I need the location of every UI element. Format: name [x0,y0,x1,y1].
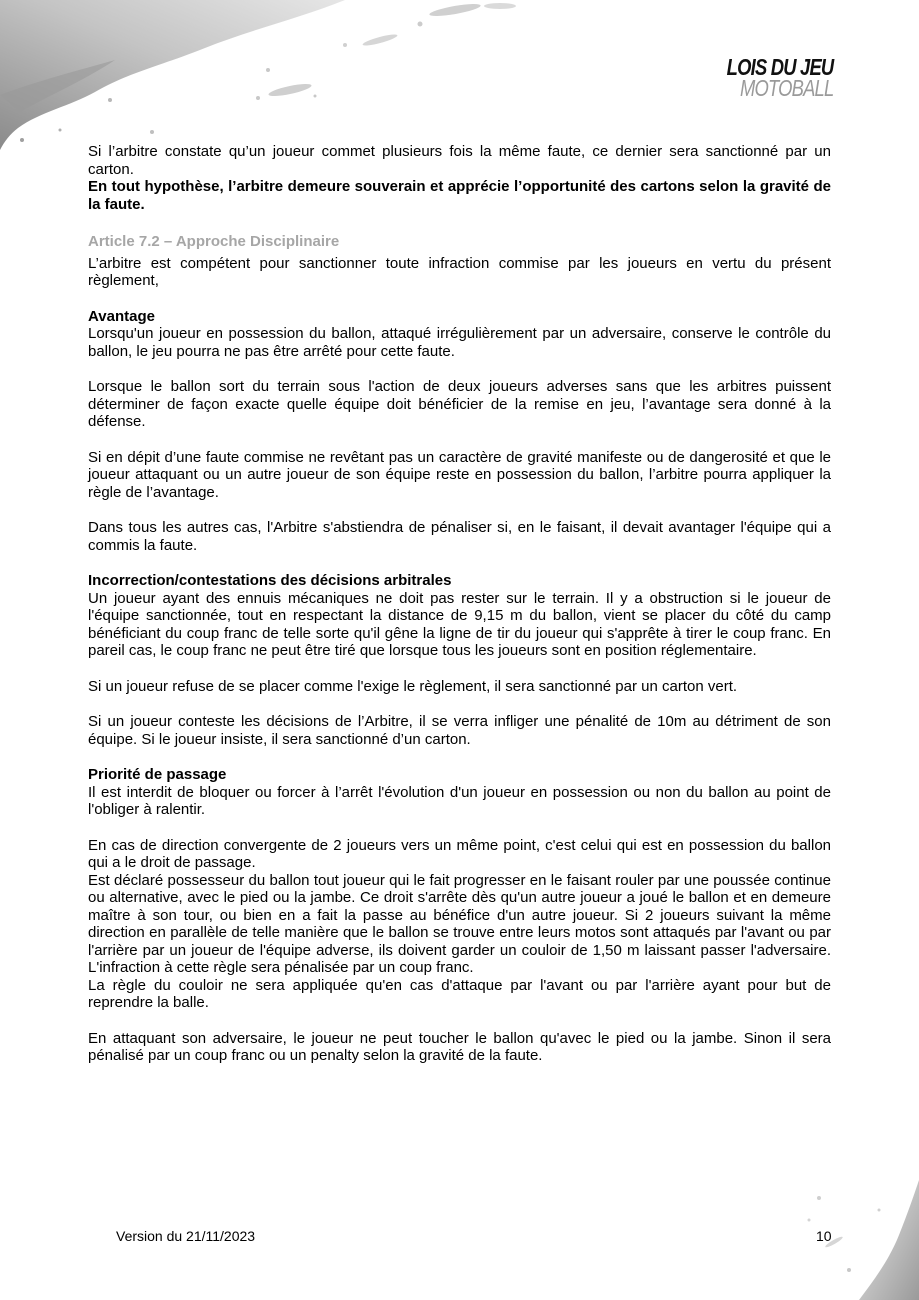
section-heading-avantage: Avantage [88,307,155,325]
paragraph: Lorsqu'un joueur en possession du ballon, attaqué irrégulièrement par un adversaire, conserve le contrôle du ballon, le jeu pourra ne pas être arrêté pour cette faute. [88,325,831,360]
paragraph: En cas de direction convergente de 2 joueurs vers un même point, c'est celui qui est en possession du ballon qui a le droit de passage. [88,836,831,871]
paragraph: Si en dépit d’une faute commise ne revêtant pas un caractère de gravité manifeste ou de dangerosité et que le joueur attaquant ou un autre joueur de son équipe reste en possession du ballon, l’arbitre pourra appliquer la règle de l’avantage. [88,448,831,501]
footer-version: Version du 21/11/2023 [116,1228,256,1244]
logo-subtitle: MOTOBALL [739,75,833,101]
paragraph: Est déclaré possesseur du ballon tout joueur qui le fait progresser en le faisant rouler par une poussée continue ou alternative, avec le pied ou la jambe. Ce droit s'arrête dès qu'un autre joueur a joué le ballon et en demeure maître à son tour, ou bien en a fait la passe au bénéfice d'un autre joueur. Si 2 joueurs suivant la même direction en parallèle de telle manière que le ballon se trouve entre leurs motos sont attaqués par l'avant ou par l'arrière par un joueur de l'équipe adverse, ils doivent garder un couloir de 1,50 m laissant passer l'adversaire. L'infraction à cette règle sera pénalisée par un coup franc. [88,871,831,976]
paragraph: Lorsque le ballon sort du terrain sous l'action de deux joueurs adverses sans que les arbitres puissent déterminer de façon exacte quelle équipe doit bénéficier de la remise en jeu, l’avantage sera donné à la défense. [88,378,831,430]
paragraph: Dans tous les autres cas, l'Arbitre s'abstiendra de pénaliser si, en le faisant, il devait avantager l'équipe qui a commis la faute. [88,519,831,554]
paragraph: Si l’arbitre constate qu’un joueur commet plusieurs fois la même faute, ce dernier sera sanctionné par un carton. [88,143,831,178]
paragraph: L’arbitre est compétent pour sanctionner toute infraction commise par les joueurs en vertu du présent règlement, [88,254,831,289]
brush-stroke-decoration-bottom [749,1180,919,1300]
document-body [88,143,831,1065]
paragraph: En attaquant son adversaire, le joueur ne peut toucher le ballon qu'avec le pied ou la jambe. Sinon il sera pénalisé par un coup franc ou un penalty selon la gravité de la faute. [88,1029,831,1064]
page-number: 10 [816,1228,832,1244]
paragraph: Un joueur ayant des ennuis mécaniques ne doit pas rester sur le terrain. Il y a obstruction si le joueur de l'équipe sanctionnée, tout en respectant la distance de 9,15 m du ballon, vient se placer du côté du camp bénéficiant du coup franc de telle sorte qu'il gêne la ligne de tir du joueur qui s'apprête à tirer le coup franc. En pareil cas, le coup franc ne peut être tiré que lorsque tous les joueurs sont en position réglementaire. [88,589,831,659]
section-heading-priorite: Priorité de passage [88,766,227,783]
logo-title: LOIS DU JEU [726,54,833,80]
paragraph: La règle du couloir ne sera appliquée qu'en cas d'attaque par l'avant ou par l'arrière ayant pour but de reprendre la balle. [88,976,831,1011]
logo [700,56,833,100]
article-heading: Article 7.2 – Approche Disciplinaire [88,233,340,250]
section-heading-incorrection: Incorrection/contestations des décisions arbitrales [88,572,452,589]
paragraph: Si un joueur conteste les décisions de l’Arbitre, il se verra infliger une pénalité de 10m au détriment de son équipe. Si le joueur insiste, il sera sanctionné d’un carton. [88,713,831,748]
paragraph: Si un joueur refuse de se placer comme l'exige le règlement, il sera sanctionné par un carton vert. [88,677,738,695]
paragraph: Il est interdit de bloquer ou forcer à l’arrêt l'évolution d'un joueur en possession ou non du ballon au point de l'obliger à ralentir. [88,783,831,818]
bold-paragraph: En tout hypothèse, l’arbitre demeure souverain et apprécie l’opportunité des cartons selon la gravité de la faute. [88,178,831,213]
